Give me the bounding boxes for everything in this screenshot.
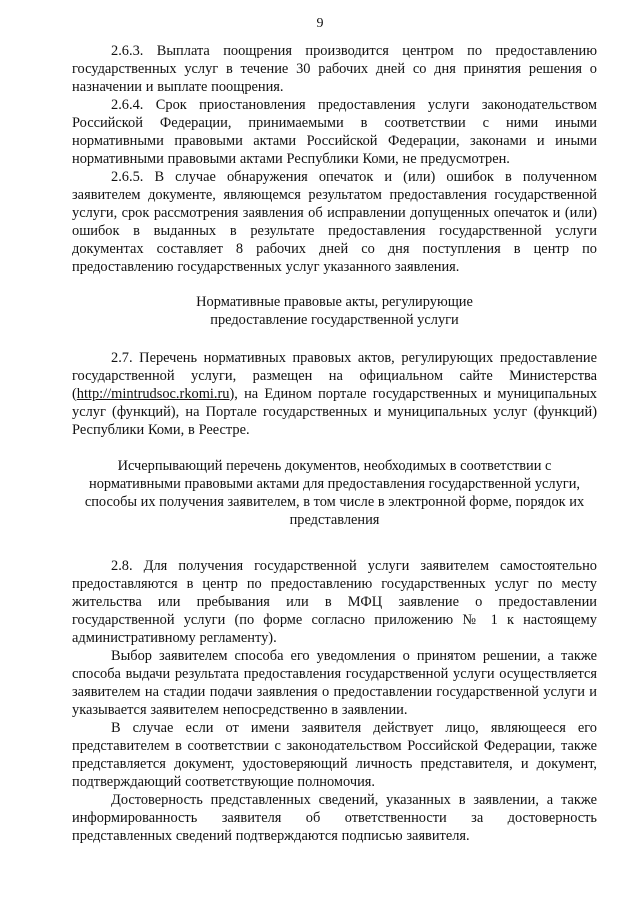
spacer (72, 529, 597, 557)
paragraph-2-6-4: 2.6.4. Срок приостановления предоставления услуги законодательством Российской Федерации, принимаемыми в соответствии с ними иными нормативными правовыми актами Российской Федерации, законами и иными нормативными правовыми актами Республики Коми, не предусмотрен. (72, 97, 597, 167)
heading-line: нормативными правовыми актами для предоставления государственной услуги, (89, 476, 580, 492)
paragraph-2-6-5: 2.6.5. В случае обнаружения опечаток и (или) ошибок в полученном заявителем документе, являющемся результатом предоставления государственной услуги, срок рассмотрения заявления об исправлении допущенных опечаток и (или) ошибок в выданных в результате предоставления государственной услуги документах составляет 8 рабочих дней со дня поступления в центр по предоставлению государственных услуг указанного заявления. (72, 169, 597, 275)
paragraph-2-7-text: 2.7. Перечень нормативных правовых актов, регулирующих предоставление государственной услуги, размещен на официальном сайте Министерства ( (72, 350, 597, 402)
section-heading-legal-acts (72, 293, 597, 329)
paragraph-representative: В случае если от имени заявителя действует лицо, являющееся его представителем в соответствии с законодательством Российской Федерации, также представляется документ, удостоверяющий личность представителя, и документ, подтверждающий соответствующие полномочия. (72, 720, 597, 790)
spacer (72, 329, 597, 349)
heading-line: способы их получения заявителем, в том числе в электронной форме, порядок их (84, 494, 585, 510)
paragraph-2-7-text: ), на Едином портале государственных и муниципальных услуг (функций), на Портале государственных и муниципальных услуг (функций) Республики Коми, в Реестре. (72, 386, 597, 438)
document-content (72, 42, 597, 845)
paragraph-accuracy: Достоверность представленных сведений, указанных в заявлении, а также информированность заявителя об ответственности за достоверность представленных сведений подтверждаются подписью заявителя. (72, 792, 597, 844)
paragraph-2-7 (72, 349, 597, 439)
spacer (72, 276, 597, 293)
ministry-website-link[interactable]: http://mintrudsoc.rkomi.ru (76, 386, 230, 402)
spacer (72, 439, 597, 457)
page-number: 9 (316, 16, 324, 31)
paragraph-2-6-3: 2.6.3. Выплата поощрения производится центром по предоставлению государственных услуг в течение 30 рабочих дней со дня принятия решения о назначении и выплате поощрения. (72, 43, 597, 95)
heading-line: Исчерпывающий перечень документов, необходимых в соответствии с (117, 458, 552, 474)
section-heading-documents (72, 457, 597, 529)
heading-line: предоставление государственной услуги (210, 312, 459, 328)
heading-line: представления (289, 512, 380, 528)
paragraph-notification-choice: Выбор заявителем способа его уведомления о принятом решении, а также способа выдачи результата предоставления государственной услуги осуществляется заявителем на стадии подачи заявления о предоставлении государственной услуги и указывается заявителем непосредственно в заявлении. (72, 648, 597, 718)
heading-line: Нормативные правовые акты, регулирующие (196, 294, 473, 310)
paragraph-2-8: 2.8. Для получения государственной услуги заявителем самостоятельно предоставляются в центр по предоставлению государственных услуг по месту жительства или пребывания или в МФЦ заявление о предоставлении государственной услуги (по форме согласно приложению № 1 к настоящему административному регламенту). (72, 558, 597, 646)
